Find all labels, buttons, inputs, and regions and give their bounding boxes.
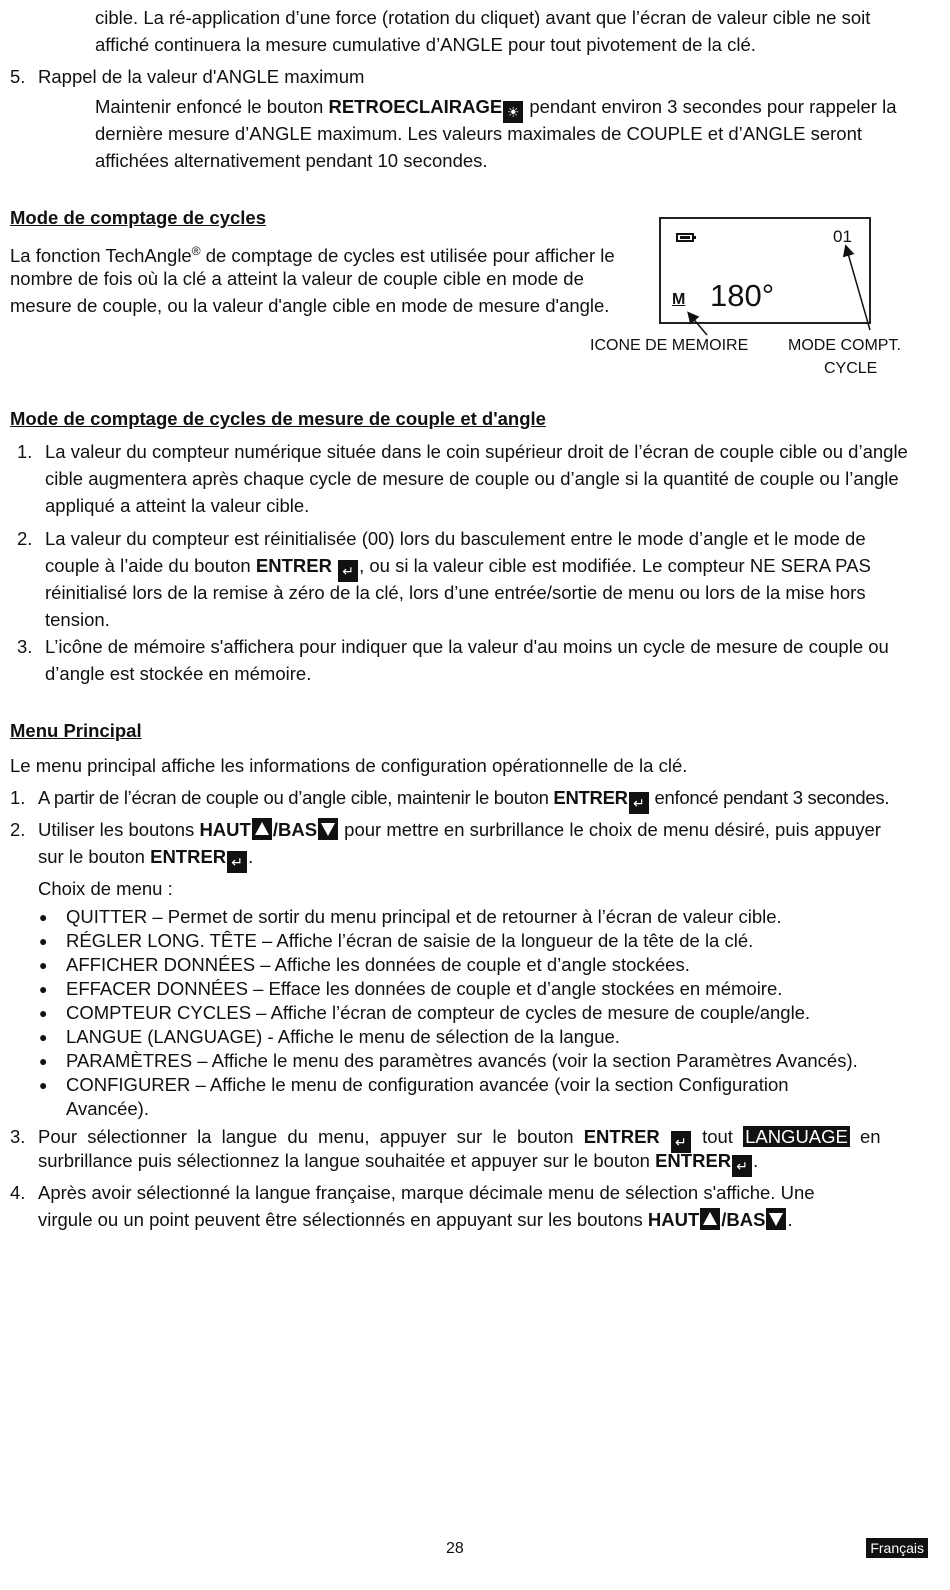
menu-step-1-number: 1. xyxy=(10,787,26,808)
bullet: ● xyxy=(39,933,48,949)
menu-step-2-text-a: Utiliser les boutons xyxy=(38,819,195,840)
menu-step-4-number: 4. xyxy=(10,1182,26,1203)
cycle-mode-label-1: MODE COMPT. xyxy=(788,337,901,354)
menu-choice-erase-data: EFFACER DONNÉES – Efface les données de couple et d’angle stockées en mémoire. xyxy=(66,978,783,999)
menu-step-2-number: 2. xyxy=(10,819,26,840)
cycle-mode-line-2: nombre de fois où la clé a atteint la valeur de couple cible en mode de xyxy=(10,268,584,289)
down-arrow-icon xyxy=(318,818,338,840)
menu-step-2-line-1 xyxy=(38,816,881,843)
menu-choice-head-length: RÉGLER LONG. TÊTE – Affiche l’écran de saisie de la longueur de la tête de la clé. xyxy=(66,930,754,951)
menu-choices-label: Choix de menu : xyxy=(38,878,173,899)
step-5-line-3: affichées alternativement pendant 10 secondes. xyxy=(95,150,488,171)
up-button-label: HAUT xyxy=(647,1209,700,1230)
cycle-mode-line-1b: de comptage de cycles est utilisée pour afficher le xyxy=(200,245,615,267)
ta-item-3-number: 3. xyxy=(17,636,33,657)
enter-button-label: ENTRER xyxy=(583,1126,660,1147)
backlight-icon: ☀ xyxy=(503,101,523,123)
bullet: ● xyxy=(39,1005,48,1021)
lcd-angle-value: 180° xyxy=(710,278,775,313)
menu-step-3-line-2a: surbrillance puis sélectionnez la langue souhaitée et appuyer sur le bouton xyxy=(38,1150,650,1171)
up-arrow-icon xyxy=(700,1208,720,1230)
enter-button-label: ENTRER xyxy=(553,787,628,808)
menu-step-2-text-c: sur le bouton xyxy=(38,846,145,867)
memory-icon: M xyxy=(672,291,686,308)
enter-icon: ↵ xyxy=(671,1131,691,1153)
bullet: ● xyxy=(39,957,48,973)
bullet: ● xyxy=(39,1077,48,1093)
page-number: 28 xyxy=(446,1540,464,1557)
ta-item-2-line-1: La valeur du compteur est réinitialisée (00) lors du basculement entre le mode d’angle et le mode de xyxy=(45,528,866,549)
step-5-number: 5. xyxy=(10,66,26,87)
backlight-button-label: RETROECLAIRAGE xyxy=(328,96,503,117)
menu-choice-configure-cont: Avancée). xyxy=(66,1098,149,1119)
cycle-mode-line-3: mesure de couple, ou la valeur d'angle cible en mode de mesure d'angle. xyxy=(10,295,610,316)
menu-step-2-line-2 xyxy=(38,843,253,873)
down-button-label: /BAS xyxy=(721,1209,766,1230)
torque-angle-heading: Mode de comptage de cycles de mesure de couple et d'angle xyxy=(10,408,546,429)
menu-step-3-number: 3. xyxy=(10,1126,26,1147)
menu-intro: Le menu principal affiche les informations de configuration opérationnelle de la clé. xyxy=(10,755,688,776)
enter-button-label: ENTRER xyxy=(655,1150,732,1171)
up-arrow-icon xyxy=(252,818,272,840)
bullet: ● xyxy=(39,1029,48,1045)
menu-step-1-text-b: enfoncé pendant 3 secondes. xyxy=(654,787,890,808)
ta-item-3-line-1: L’icône de mémoire s'affichera pour indiquer que la valeur d'au moins un cycle de mesure de couple ou xyxy=(45,636,889,657)
bullet: ● xyxy=(39,1053,48,1069)
memory-icon-label: ICONE DE MEMOIRE xyxy=(590,337,749,354)
down-arrow-icon xyxy=(766,1208,786,1230)
ta-item-1-line-1: La valeur du compteur numérique située dans le coin supérieur droit de l’écran de couple cible ou d’angle xyxy=(45,441,908,462)
up-button-label: HAUT xyxy=(199,819,251,840)
menu-step-4-line-2 xyxy=(38,1206,793,1233)
cycle-mode-label-2: CYCLE xyxy=(824,360,878,377)
ta-item-2-line-3: réinitialisé lors de la remise à zéro de la clé, lors d’une entrée/sortie de menu ou lors de la mise hors xyxy=(45,582,866,603)
menu-step-4-line-1: Après avoir sélectionné la langue française, marque décimale menu de sélection s'affiche. Une xyxy=(38,1182,815,1203)
menu-step-3-text-c: en xyxy=(860,1126,881,1147)
step-5-line-2: dernière mesure d’ANGLE maximum. Les valeurs maximales de COUPLE et d’ANGLE seront xyxy=(95,123,863,144)
enter-icon: ↵ xyxy=(338,560,358,582)
counter-arrow xyxy=(847,250,870,330)
menu-choice-settings: PARAMÈTRES – Affiche le menu des paramètres avancés (voir la section Paramètres Avancés). xyxy=(66,1050,858,1071)
intro-line-2: affiché continuera la mesure cumulative d’ANGLE pour tout pivotement de la clé. xyxy=(95,34,756,55)
enter-icon: ↵ xyxy=(732,1155,752,1177)
bullet: ● xyxy=(39,909,48,925)
menu-step-3-text-b: tout xyxy=(702,1126,733,1147)
bullet: ● xyxy=(39,981,48,997)
step-5-title: Rappel de la valeur d'ANGLE maximum xyxy=(38,66,365,87)
step-5-text-b: pendant environ 3 secondes pour rappeler la xyxy=(529,96,897,117)
ta-item-2-line-4: tension. xyxy=(45,609,110,630)
menu-step-3-line-2 xyxy=(38,1149,758,1177)
ta-item-1-number: 1. xyxy=(17,441,33,462)
memory-arrow xyxy=(691,316,707,335)
menu-step-4-line-2a: virgule ou un point peuvent être sélectionnés en appuyant sur les boutons xyxy=(38,1209,643,1230)
menu-step-1 xyxy=(38,784,889,814)
menu-choice-configure: CONFIGURER – Affiche le menu de configuration avancée (voir la section Configuration xyxy=(66,1074,789,1095)
registered-mark: ® xyxy=(191,244,201,258)
enter-button-label: ENTRER xyxy=(255,555,332,576)
menu-choice-language: LANGUE (LANGUAGE) - Affiche le menu de sélection de la langue. xyxy=(66,1026,620,1047)
ta-item-2-line-2 xyxy=(45,552,871,582)
menu-heading: Menu Principal xyxy=(10,720,142,741)
enter-button-label: ENTRER xyxy=(150,846,227,867)
enter-icon: ↵ xyxy=(227,851,247,873)
menu-step-3-line-2b: . xyxy=(753,1150,759,1171)
ta-item-1-line-3: appliqué a atteint la valeur cible. xyxy=(45,495,310,516)
footer-language-badge: Français xyxy=(866,1538,928,1558)
ta-item-1-line-2: cible augmentera après chaque cycle de mesure de couple ou d’angle si la quantité de couple ou l’angle xyxy=(45,468,899,489)
menu-step-3-text-a: Pour sélectionner la langue du menu, appuyer sur le bouton xyxy=(38,1126,574,1147)
menu-step-4-end: . xyxy=(787,1209,793,1230)
intro-line-1: cible. La ré-application d’une force (rotation du cliquet) avant que l’écran de valeur cible ne soit xyxy=(95,7,871,28)
ta-item-2-line-2a: couple à l’aide du bouton xyxy=(45,555,251,576)
enter-icon: ↵ xyxy=(629,792,649,814)
lcd-counter: 01 xyxy=(833,227,852,246)
language-highlight: LANGUAGE xyxy=(745,1126,848,1147)
ta-item-2-number: 2. xyxy=(17,528,33,549)
menu-choice-show-data: AFFICHER DONNÉES – Affiche les données de couple et d’angle stockées. xyxy=(66,954,690,975)
menu-step-1-text-a: A partir de l’écran de couple ou d’angle cible, maintenir le bouton xyxy=(38,787,549,808)
down-button-label: /BAS xyxy=(272,819,318,840)
menu-step-2-text-d: . xyxy=(248,846,254,867)
menu-step-2-text-b: pour mettre en surbrillance le choix de menu désiré, puis appuyer xyxy=(344,819,881,840)
menu-choice-quit: QUITTER – Permet de sortir du menu principal et de retourner à l’écran de valeur cible. xyxy=(66,906,782,927)
menu-choice-cycle-counter: COMPTEUR CYCLES – Affiche l’écran de compteur de cycles de mesure de couple/angle. xyxy=(66,1002,811,1023)
ta-item-3-line-2: d’angle est stockée en mémoire. xyxy=(45,663,312,684)
step-5-text-a: Maintenir enfoncé le bouton xyxy=(95,96,324,117)
cycle-mode-heading: Mode de comptage de cycles xyxy=(10,207,267,228)
cycle-mode-line-1a: La fonction TechAngle xyxy=(10,245,192,267)
ta-item-2-line-2b: , ou si la valeur cible est modifiée. Le compteur NE SERA PAS xyxy=(359,555,871,576)
